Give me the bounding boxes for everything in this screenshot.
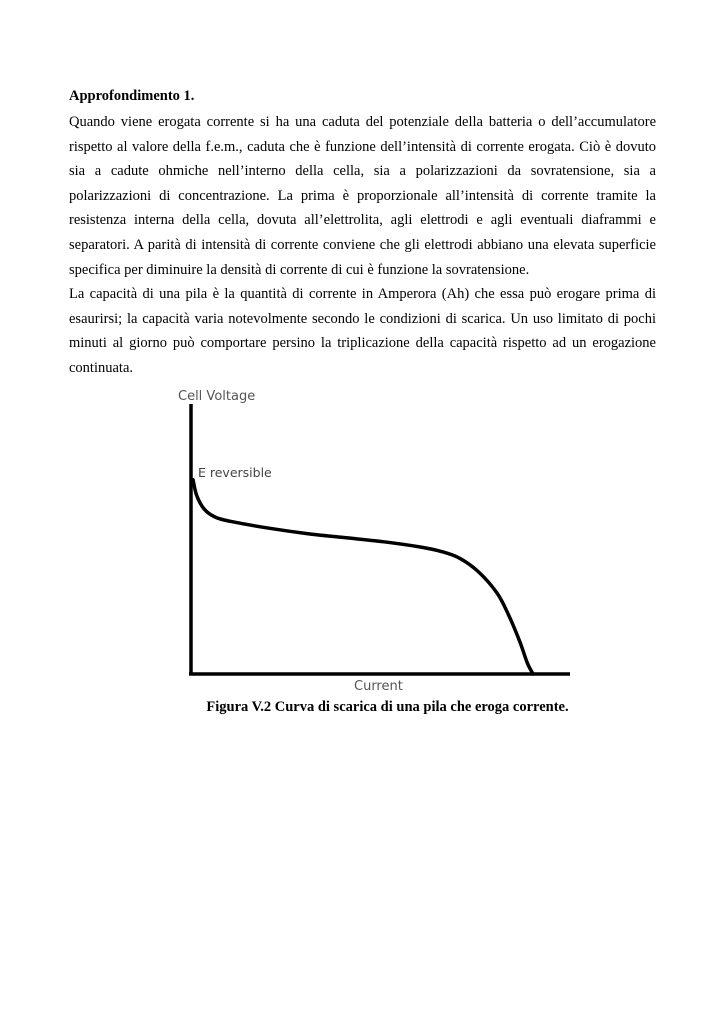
text-line: sia a cadute ohmiche nell’interno della cella, sia a polarizzazioni da sovratensione, sia a (69, 163, 656, 180)
text-line: polarizzazioni di concentrazione. La prima è proporzionale all’intensità di corrente tramite la (69, 187, 656, 204)
x-axis-label: Current (354, 679, 403, 694)
text-line: esaurirsi; la capacità varia notevolmente secondo le condizioni di scarica. Un uso limitato di pochi (69, 310, 656, 327)
discharge-chart (160, 382, 580, 692)
discharge-figure (160, 382, 580, 702)
body-text (69, 110, 656, 381)
text-line: rispetto al valore della f.e.m., caduta che è funzione dell’intensità di corrente erogata. Ciò è dovuto (69, 138, 656, 155)
text-line: Quando viene erogata corrente si ha una caduta del potenziale della batteria o dell’accumulatore (69, 114, 656, 130)
text-line: minuti al giorno può comportare persino la triplicazione della capacità rispetto ad un erogazione (69, 335, 656, 352)
section-heading: Approfondimento 1. (69, 88, 195, 104)
text-line: specifica per diminuire la densità di corrente di cui è funzione la sovratensione. (69, 261, 530, 278)
text-line: La capacità di una pila è la quantità di corrente in Amperora (Ah) che essa può erogare prima di (69, 286, 656, 303)
text-line: separatori. A parità di intensità di corrente conviene che gli elettrodi abbiano una elevata superficie (69, 236, 656, 253)
text-line: resistenza interna della cella, dovuta all’elettrolita, agli elettrodi e agli eventuali diaframmi e (69, 212, 656, 229)
discharge-curve-line (193, 480, 533, 674)
figure-caption: Figura V.2 Curva di scarica di una pila che eroga corrente. (206, 699, 569, 715)
y-axis-label: Cell Voltage (178, 389, 256, 404)
text-line: continuata. (69, 359, 134, 376)
e-reversible-annotation: E reversible (198, 465, 272, 480)
